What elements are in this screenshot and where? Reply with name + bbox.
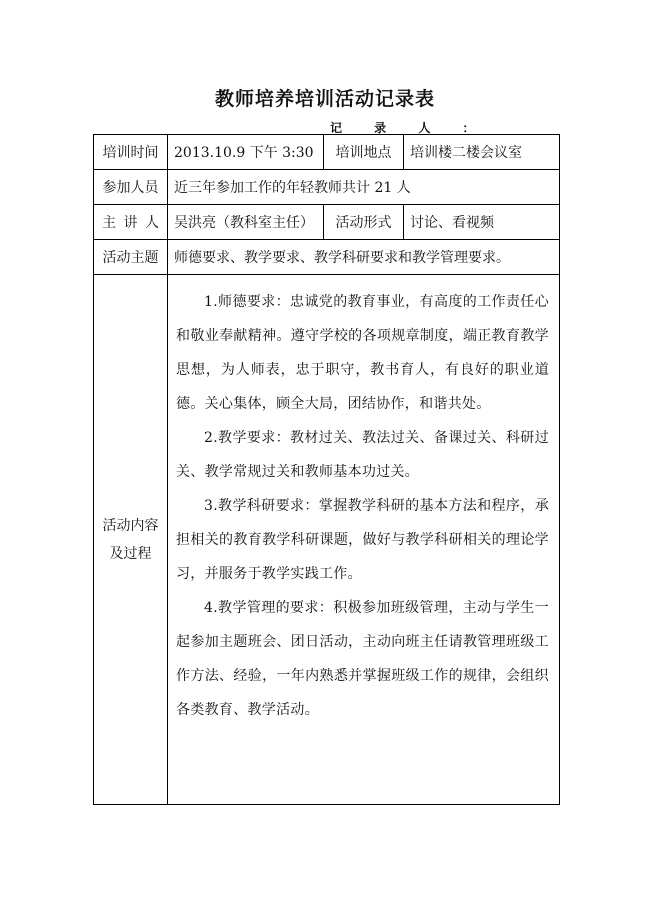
content-paragraph-2: 2.教学要求：教材过关、教法过关、备课过关、科研过关、教学常规过关和教师基本功过关。 [176, 430, 549, 480]
recorder-label: 记 录 人 ： [330, 121, 489, 135]
table-row [94, 170, 560, 205]
activity-form-label: 活动形式 [324, 205, 404, 240]
training-place-value: 培训楼二楼会议室 [404, 135, 560, 170]
table-row [94, 135, 560, 170]
activity-content-label [94, 275, 168, 805]
activity-form-value: 讨论、看视频 [404, 205, 560, 240]
activity-theme-value: 师德要求、教学要求、教学科研要求和教学管理要求。 [168, 240, 560, 275]
content-paragraph-4: 4.教学管理的要求：积极参加班级管理，主动与学生一起参加主题班会、团日活动，主动向班主任请教管理班级工作方法、经验，一年内熟悉并掌握班级工作的规律，会组织各类教育、教学活动。 [176, 600, 549, 718]
activity-theme-label: 活动主题 [94, 240, 168, 275]
participants-value: 近三年参加工作的年轻教师共计 21 人 [168, 170, 560, 205]
training-time-label: 培训时间 [94, 135, 168, 170]
table-row [94, 205, 560, 240]
participants-label: 参加人员 [94, 170, 168, 205]
table-row [94, 275, 560, 805]
content-paragraph-3: 3.教学科研要求：掌握教学科研的基本方法和程序，承担相关的教育教学科研课题，做好与教学科研相关的理论学习，并服务于教学实践工作。 [176, 498, 549, 582]
activity-content-label-line1: 活动内容 [102, 517, 159, 534]
activity-content-label-line2: 及过程 [109, 545, 152, 562]
record-table [93, 134, 560, 805]
speaker-value: 吴洪亮（教科室主任） [168, 205, 324, 240]
training-place-label: 培训地点 [324, 135, 404, 170]
speaker-label: 主 讲 人 [94, 205, 168, 240]
activity-content-body [168, 275, 560, 805]
document-title: 教师培养培训活动记录表 [214, 88, 435, 110]
table-row [94, 240, 560, 275]
content-paragraph-1: 1.师德要求：忠诚党的教育事业，有高度的工作责任心和敬业奉献精神。遵守学校的各项规章制度，端正教育教学思想，为人师表，忠于职守，教书育人，有良好的职业道德。关心集体，顾全大局，团结协作，和谐共处。 [176, 294, 549, 412]
training-time-value: 2013.10.9 下午 3:30 [168, 135, 324, 170]
